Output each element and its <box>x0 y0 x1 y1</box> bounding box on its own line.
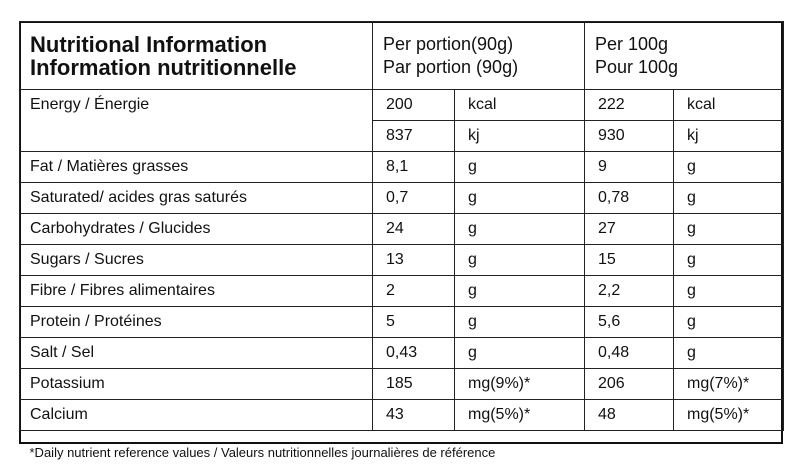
portion-value: 43 <box>373 400 455 431</box>
portion-value: 8,1 <box>373 152 455 183</box>
title-french: Information nutritionnelle <box>30 56 372 79</box>
per100-unit: g <box>674 214 784 245</box>
table-row <box>20 307 784 338</box>
row-label: Potassium <box>20 369 373 400</box>
per100-value: 0,48 <box>585 338 674 369</box>
per100-unit: mg(7%)* <box>674 369 784 400</box>
per100-value: 930 <box>585 121 674 152</box>
row-label: Fat / Matières grasses <box>20 152 373 183</box>
footnote-row <box>20 431 784 473</box>
per100-unit: g <box>674 307 784 338</box>
row-label: Calcium <box>20 400 373 431</box>
portion-unit: g <box>455 183 585 214</box>
portion-unit: g <box>455 152 585 183</box>
per100-unit: kj <box>674 121 784 152</box>
row-label: Fibre / Fibres alimentaires <box>20 276 373 307</box>
per100-unit: g <box>674 276 784 307</box>
table-row <box>20 183 784 214</box>
title-english: Nutritional Information <box>30 33 372 56</box>
nutrition-table <box>19 21 784 473</box>
portion-unit: kcal <box>455 90 585 121</box>
table-row <box>20 338 784 369</box>
row-label: Protein / Protéines <box>20 307 373 338</box>
portion-value: 24 <box>373 214 455 245</box>
portion-value: 200 <box>373 90 455 121</box>
portion-unit: g <box>455 214 585 245</box>
portion-value: 0,7 <box>373 183 455 214</box>
table-row <box>20 245 784 276</box>
portion-unit: mg(9%)* <box>455 369 585 400</box>
table-row <box>20 276 784 307</box>
footnote: *Daily nutrient reference values / Valeurs nutritionnelles journalières de référence <box>20 431 784 473</box>
per100-value: 2,2 <box>585 276 674 307</box>
table-row <box>20 152 784 183</box>
row-label: Saturated/ acides gras saturés <box>20 183 373 214</box>
portion-unit: g <box>455 338 585 369</box>
per100-value: 48 <box>585 400 674 431</box>
per100-value: 15 <box>585 245 674 276</box>
per100-value: 5,6 <box>585 307 674 338</box>
portion-value: 13 <box>373 245 455 276</box>
row-label: Carbohydrates / Glucides <box>20 214 373 245</box>
per100-value: 206 <box>585 369 674 400</box>
row-label: Sugars / Sucres <box>20 245 373 276</box>
row-label: Salt / Sel <box>20 338 373 369</box>
per-portion-french: Par portion (90g) <box>383 56 584 79</box>
per-portion-header <box>373 22 585 90</box>
table-row <box>20 90 784 121</box>
table-row <box>20 400 784 431</box>
per100-value: 27 <box>585 214 674 245</box>
per-100g-french: Pour 100g <box>595 56 783 79</box>
portion-value: 185 <box>373 369 455 400</box>
portion-unit: g <box>455 307 585 338</box>
per100-unit: g <box>674 183 784 214</box>
table-row <box>20 369 784 400</box>
table-title <box>20 22 373 90</box>
per-100g-english: Per 100g <box>595 33 783 56</box>
per100-unit: kcal <box>674 90 784 121</box>
per100-value: 222 <box>585 90 674 121</box>
per100-unit: g <box>674 338 784 369</box>
per100-value: 0,78 <box>585 183 674 214</box>
per-portion-english: Per portion(90g) <box>383 33 584 56</box>
portion-value: 837 <box>373 121 455 152</box>
header-row <box>20 22 784 90</box>
table-row <box>20 214 784 245</box>
per100-value: 9 <box>585 152 674 183</box>
portion-value: 2 <box>373 276 455 307</box>
portion-unit: g <box>455 245 585 276</box>
per-100g-header <box>585 22 784 90</box>
per100-unit: g <box>674 245 784 276</box>
portion-unit: g <box>455 276 585 307</box>
row-label: Energy / Énergie <box>20 90 373 152</box>
portion-value: 0,43 <box>373 338 455 369</box>
per100-unit: mg(5%)* <box>674 400 784 431</box>
per100-unit: g <box>674 152 784 183</box>
portion-unit: mg(5%)* <box>455 400 585 431</box>
portion-value: 5 <box>373 307 455 338</box>
portion-unit: kj <box>455 121 585 152</box>
